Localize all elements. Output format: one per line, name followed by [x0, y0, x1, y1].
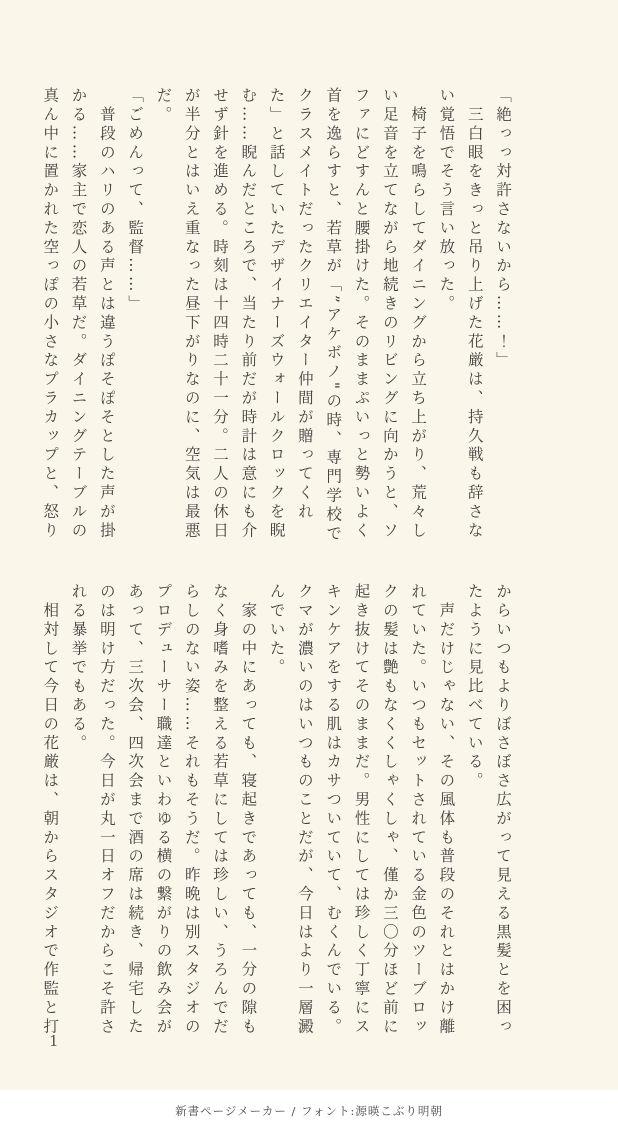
paragraph: 「ごめんって、監督……」 — [126, 87, 145, 314]
paragraph: 声だけじゃない、その風体も普段のそれとはかけ離れていた。いつもセットされている金色のツーブロックの髪は艶もなくくしゃくしゃ、僅か三〇分ほど前に起き抜けてそのままだ。男性にしては珍しく丁寧にスキンケアをする肌はカサついていて、むくんでいる。クマが濃いのはいつものことだが、今日はより一層澱んでいた。 — [267, 583, 456, 1037]
page-number: 1 — [49, 1032, 59, 1050]
vertical-text-block-top — [33, 87, 517, 547]
paragraph: 椅子を鳴らしてダイニングから立ち上がり、荒々しい足音を立てながら地続きのリビングに向かうと、ソファにどすんと腰掛けた。そのままぷいっと勢いよく首を逸らすと、若草が「”アケボノ"の時、専門学校でクラスメイトだったクリエイター仲間が贈ってくれた」と話していたデザイナーズウォールクロックを睨む……睨んだところで、当たり前だが時計は意にも介せず針を進める。時刻は十四時二十一分。二人の休日が半分とはいえ重なった昼下がりなのに、空気は最悪だ。 — [154, 87, 428, 544]
paragraph: 家の中にあっても、寝起きであっても、一分の隙もなく身嗜みを整える若草にしては珍しい、うろんでだらしのない姿……それもそうだ。昨晩は別スタジオのプロデューサー職達といわゆる横の繋がりの飲み会があって、三次会、四次会まで酒の席は続き、帰宅したのは明け方だった。今日が丸一日オフだからこそ許される暴挙でもある。 — [69, 583, 258, 1037]
paragraph: からいつもよりぼさぼさ広がって見える黒髪とを困ったように見比べている。 — [465, 583, 512, 1037]
footer-credit-bar — [0, 1090, 618, 1132]
paragraph: 相対して今日の花厳は、朝からスタジオで作監と打 — [41, 583, 60, 1037]
footer-credit-text: 新書ページメーカー / フォント:源暎こぶり明朝 — [175, 1104, 443, 1118]
vertical-text-block-bottom — [33, 583, 517, 1043]
paragraph: 普段のハリのある声とは違うぽそぽそとした声が掛かる……家主で恋人の若草だ。ダイニングテーブルの真ん中に置かれた空っぽの小さなプラカップと、怒り — [41, 87, 116, 541]
paragraph: 「絶っっ対許さないから……！」 — [494, 87, 512, 371]
paragraph: 三白眼をきっと吊り上げた花厳は、持久戦も辞さない覚悟でそう言い放った。 — [437, 87, 484, 541]
